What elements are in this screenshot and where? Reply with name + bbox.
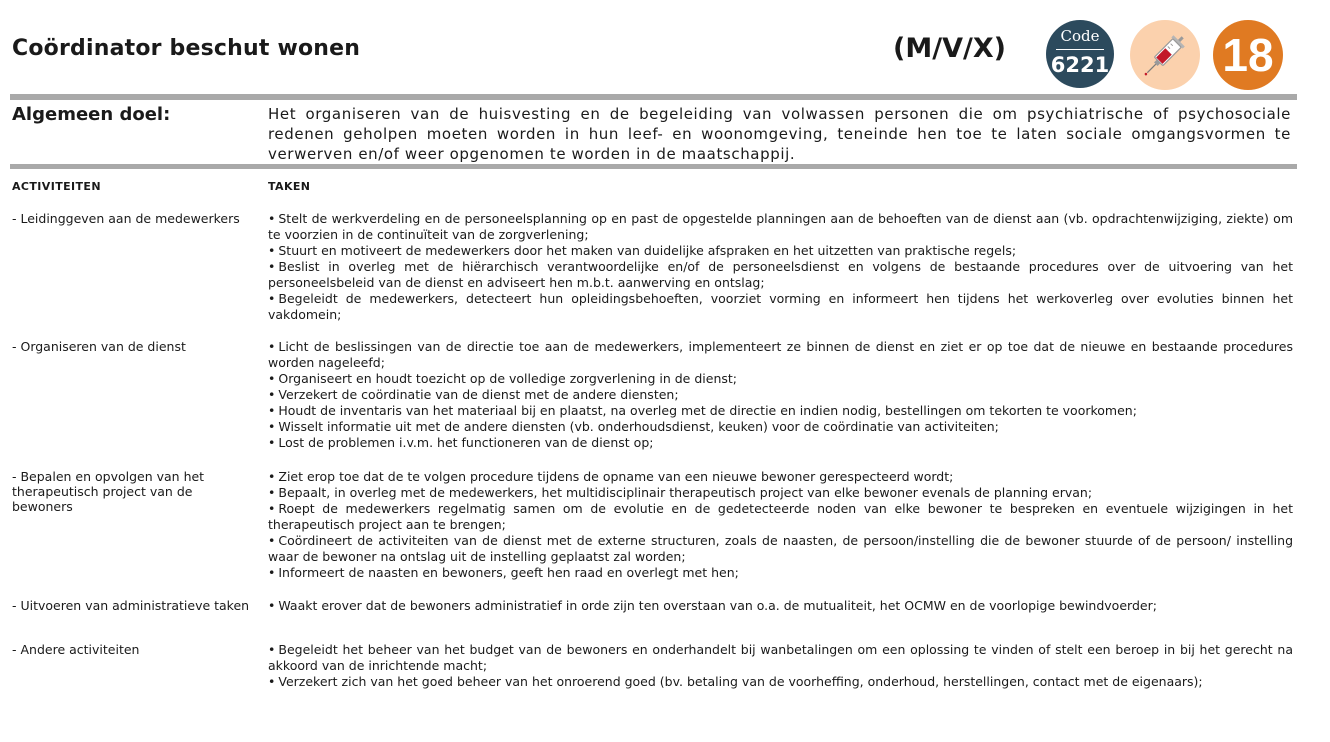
age-badge: 18	[1213, 20, 1283, 90]
activities-header: ACTIVITEITEN	[12, 180, 101, 193]
code-badge	[1046, 20, 1114, 88]
tasks-therapeutisch-project	[268, 469, 1293, 581]
task-item: • Coördineert de activiteiten van de dienst met de externe structuren, zoals de naasten, de persoon/instelling die de bewoner stuurde of de persoon/ instelling waar de bewoner na ontslag uit de instelling geplaatst zal worden;	[268, 533, 1293, 565]
divider-bottom	[10, 164, 1297, 169]
task-item: • Licht de beslissingen van de directie toe aan de medewerkers, implementeert ze binnen de dienst en ziet er op toe dat de nieuwe en bestaande procedures worden nageleefd;	[268, 339, 1293, 371]
activity-administratie: - Uitvoeren van administratieve taken	[12, 598, 250, 613]
tasks-andere	[268, 642, 1293, 690]
task-item: • Roept de medewerkers regelmatig samen om de evolutie en de gedetecteerde noden van elke bewoner te bespreken en eventuele wijzigingen in het therapeutisch project aan te brengen;	[268, 501, 1293, 533]
task-item: • Bepaalt, in overleg met de medewerkers, het multidisciplinair therapeutisch project van elke bewoner evenals de planning ervan;	[268, 485, 1293, 501]
task-item: • Ziet erop toe dat de te volgen procedure tijdens de opname van een nieuwe bewoner gerespecteerd wordt;	[268, 469, 1293, 485]
syringe-icon	[1130, 20, 1200, 90]
code-label: Code	[1060, 27, 1100, 45]
doel-text: Het organiseren van de huisvesting en de begeleiding van volwassen personen die om psychiatrische of psychosociale redenen geholpen moeten worden in hun leef- en woonomgeving, teneinde hen toe te laten sociale omgangsvormen te verwerven en/of weer opgenomen te worden in de maatschappij.	[268, 105, 1291, 163]
page-title: Coördinator beschut wonen	[12, 36, 361, 61]
tasks-organiseren	[268, 339, 1293, 451]
task-item: • Houdt de inventaris van het materiaal bij en plaatst, na overleg met de directie en indien nodig, bestellingen om tekorten te voorkomen;	[268, 403, 1293, 419]
task-item: • Verzekert de coördinatie van de dienst met de andere diensten;	[268, 387, 1293, 403]
task-item: • Wisselt informatie uit met de andere diensten (vb. onderhoudsdienst, keuken) voor de coördinatie van activiteiten;	[268, 419, 1293, 435]
task-item: • Organiseert en houdt toezicht op de volledige zorgverlening in de dienst;	[268, 371, 1293, 387]
tasks-administratie	[268, 598, 1293, 614]
task-item: • Beslist in overleg met de hiërarchisch verantwoordelijke en/of de personeelsdienst en volgens de bestaande procedures over de uitvoering van het personeelsbeleid van de dienst en adviseert hen m.b.t. aanwerving en ontslag;	[268, 259, 1293, 291]
tasks-leidinggeven	[268, 211, 1293, 323]
task-item: • Begeleidt de medewerkers, detecteert hun opleidingsbehoeften, voorziet vorming en informeert hen tijdens het werkoverleg over evoluties binnen het vakdomein;	[268, 291, 1293, 323]
gender-label: (M/V/X)	[893, 33, 1006, 64]
code-number: 6221	[1050, 53, 1110, 77]
divider-top	[10, 94, 1297, 100]
activity-organiseren: - Organiseren van de dienst	[12, 339, 186, 354]
task-item: • Waakt erover dat de bewoners administratief in orde zijn ten overstaan van o.a. de mutualiteit, het OCMW en de voorlopige bewindvoerder;	[268, 598, 1293, 614]
activity-andere: - Andere activiteiten	[12, 642, 140, 657]
tasks-header: TAKEN	[268, 180, 311, 193]
doel-label: Algemeen doel:	[12, 104, 171, 125]
activity-leidinggeven: - Leidinggeven aan de medewerkers	[12, 211, 240, 226]
activity-therapeutisch-project: - Bepalen en opvolgen van het therapeutisch project van de bewoners	[12, 469, 205, 514]
task-item: • Stelt de werkverdeling en de personeelsplanning op en past de opgestelde planningen aan de behoeften van de dienst aan (vb. opdrachtenwijziging, ziekte) om te voorzien in de continuïteit van de zorgverlening;	[268, 211, 1293, 243]
task-item: • Stuurt en motiveert de medewerkers door het maken van duidelijke afspraken en het uitzetten van praktische regels;	[268, 243, 1293, 259]
task-item: • Lost de problemen i.v.m. het functioneren van de dienst op;	[268, 435, 1293, 451]
syringe-badge	[1130, 20, 1200, 90]
task-item: • Informeert de naasten en bewoners, geeft hen raad en overlegt met hen;	[268, 565, 1293, 581]
code-divider	[1056, 49, 1104, 50]
task-item: • Verzekert zich van het goed beheer van het onroerend goed (bv. betaling van de voorheffing, onderhoud, herstellingen, contact met de eigenaars);	[268, 674, 1293, 690]
task-item: • Begeleidt het beheer van het budget van de bewoners en onderhandelt bij wanbetalingen om een oplossing te vinden of stelt een beroep in bij het gerecht na akkoord van de inrichtende macht;	[268, 642, 1293, 674]
